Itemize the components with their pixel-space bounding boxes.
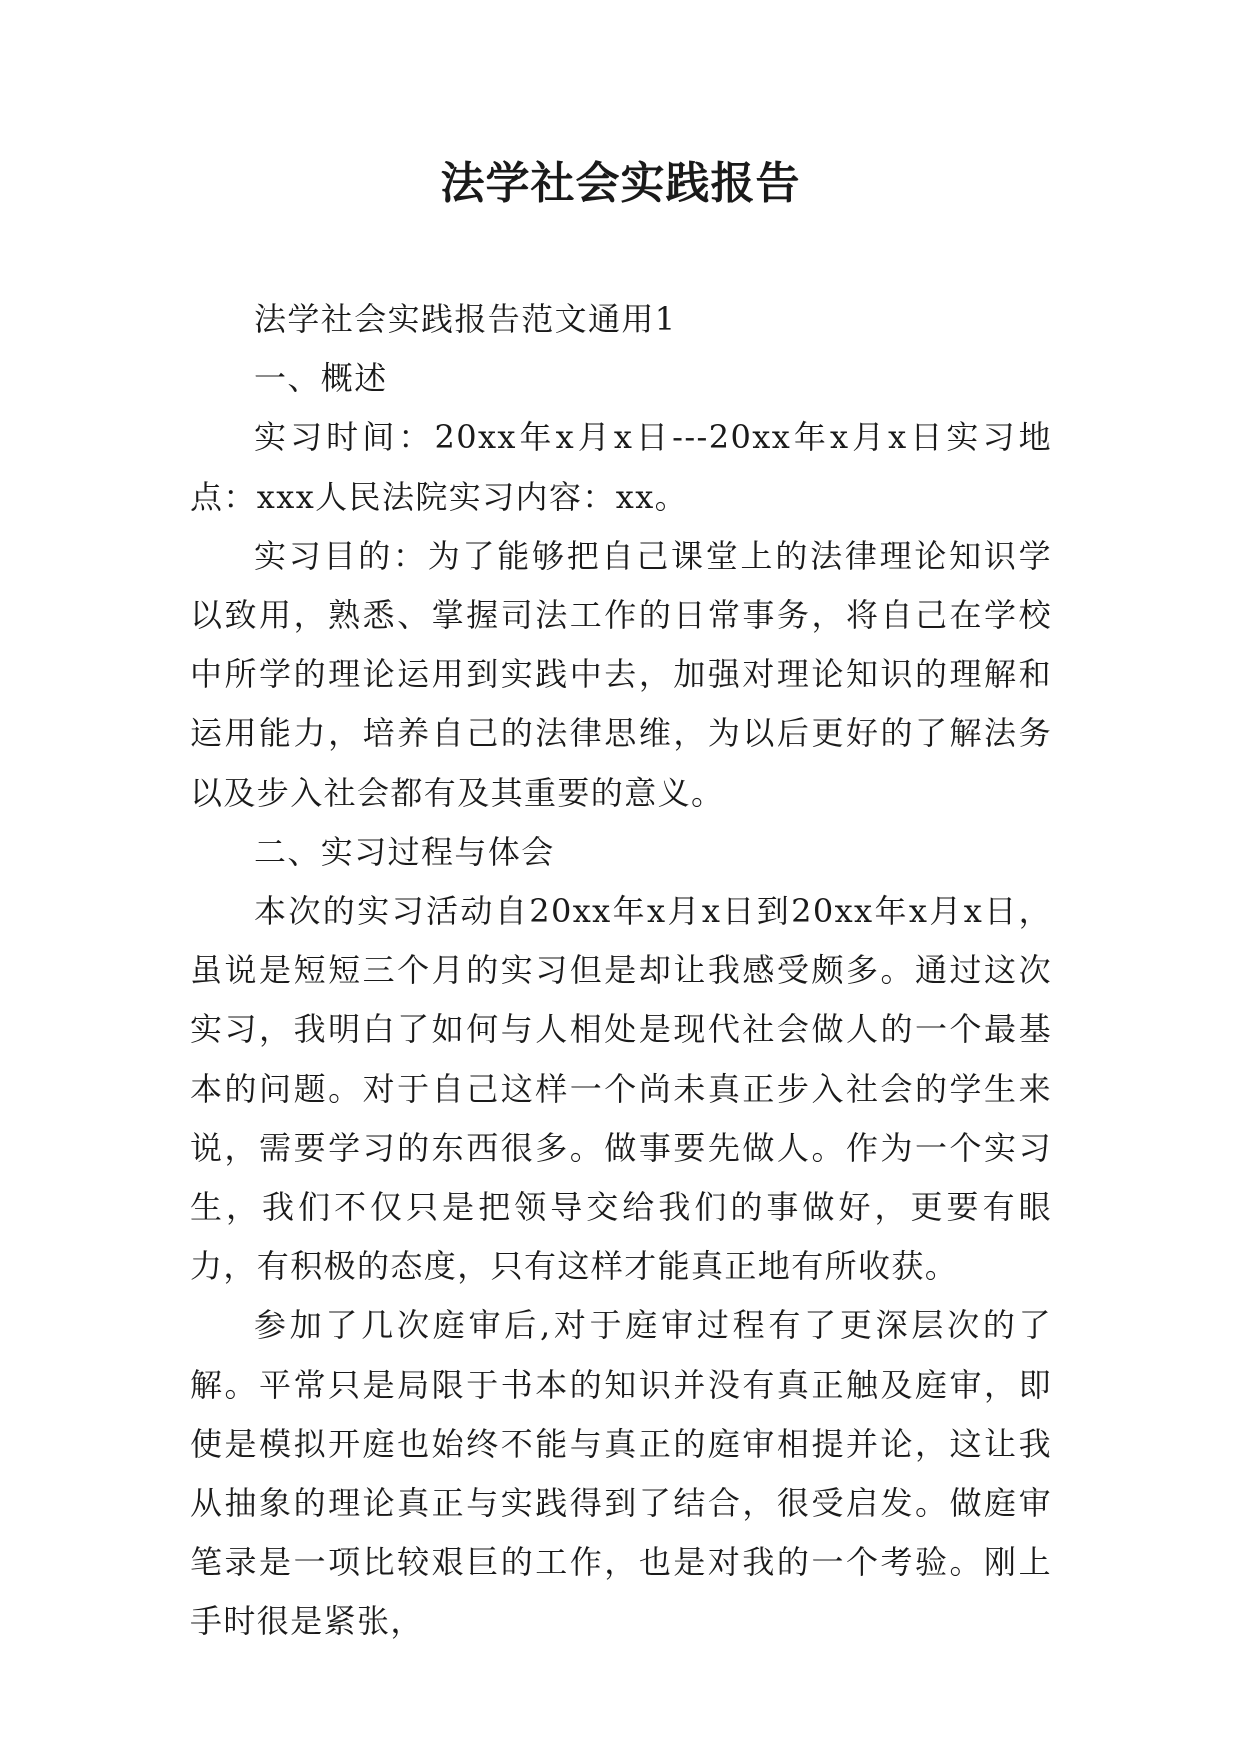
- document-title: 法学社会实践报告: [440, 158, 801, 209]
- paragraph-internship-purpose: 实习目的：为了能够把自己课堂上的法律理论知识学以致用，熟悉、掌握司法工作的日常事务，将自己在学校中所学的理论运用到实践中去，加强对理论知识的理解和运用能力，培养自己的法律思维，为以后更好的了解法务以及步入社会都有及其重要的意义。: [190, 536, 1052, 812]
- paragraph-internship-time: 实习时间：20xx年x月x日---20xx年x月x日实习地点：xxx人民法院实习内容：xx。: [190, 418, 1052, 516]
- paragraph-court-hearing: 参加了几次庭审后,对于庭审过程有了更深层次的了解。平常只是局限于书本的知识并没有真正触及庭审，即使是模拟开庭也始终不能与真正的庭审相提并论，这让我从抽象的理论真正与实践得到了结合，很受启发。做庭审笔录是一项比较艰巨的工作，也是对我的一个考验。刚上手时很是紧张，: [190, 1306, 1052, 1641]
- subtitle-paragraph: 法学社会实践报告范文通用1: [254, 300, 677, 338]
- paragraph-internship-experience: 本次的实习活动自20xx年x月x日到20xx年x月x日，虽说是短短三个月的实习但是却让我感受颇多。通过这次实习，我明白了如何与人相处是现代社会做人的一个最基本的问题。对于自己这样一个尚未真正步入社会的学生来说，需要学习的东西很多。做事要先做人。作为一个实习生，我们不仅只是把领导交给我们的事做好，更要有眼力，有积极的态度，只有这样才能真正地有所收获。: [190, 892, 1052, 1286]
- document-body: [190, 290, 1052, 1652]
- section-heading-process: 二、实习过程与体会: [254, 832, 555, 871]
- section-heading-overview: 一、概述: [254, 359, 388, 398]
